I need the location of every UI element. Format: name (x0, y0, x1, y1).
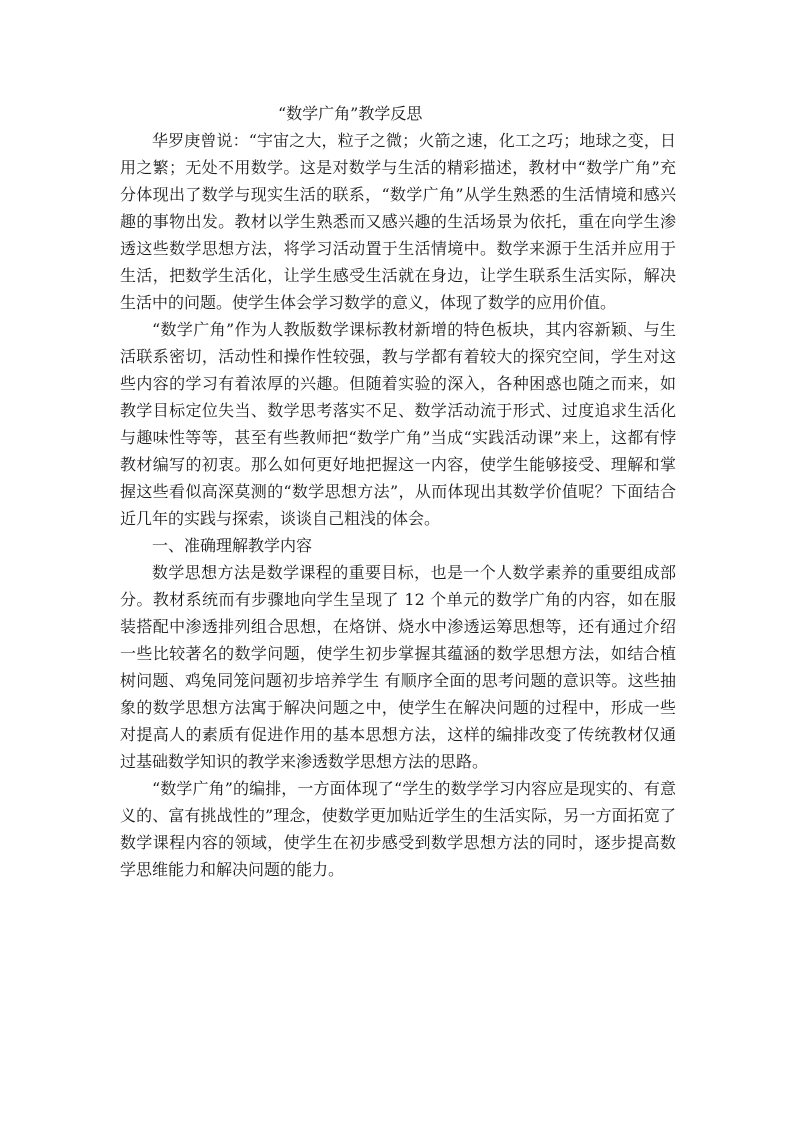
document-title: “数学广角”教学反思 (278, 104, 423, 123)
body-paragraph: 数学思想方法是数学课程的重要目标，也是一个人数学素养的重要组成部分。教材系统而有步骤地向学生呈现了 12 个单元的数学广角的内容，如在服装搭配中渗透排列组合思想，在烙饼、烧水中渗透运筹思想等，还有通过介绍一些比较著名的数学问题，使学生初步掌握其蕴涵的数学思想方法，如结合植树问题、鸡兔同笼问题初步培养学生 有顺序全面的思考问题的意识等。这些抽象的数学思想方法寓于解决问题之中，使学生在解决问题的过程中，形成一些对提高人的素质有促进作用的基本思想方法，这样的编排改变了传统教材仅通过基础数学知识的教学来渗透数学思想方法的思路。 (120, 563, 676, 771)
document-body (120, 100, 676, 883)
body-paragraph: “数学广角”作为人教版数学课标教材新增的特色板块，其内容新颖、与生活联系密切，活动性和操作性较强，教与学都有着较大的探究空间，学生对这些内容的学习有着浓厚的兴趣。但随着实验的深入，各种困惑也随之而来，如教学目标定位失当、数学思考落实不足、数学活动流于形式、过度追求生活化与趣味性等等，甚至有些教师把“数学广角”当成“实践活动课”来上，这都有悖教材编写的初衷。那么如何更好地把握这一内容，使学生能够接受、理解和掌握这些看似高深莫测的“数学思想方法”，从而体现出其数学价值呢？下面结合近几年的实践与探索，谈谈自己粗浅的体会。 (120, 320, 676, 528)
section-heading: 一、准确理解教学内容 (152, 536, 313, 555)
body-paragraph: “数学广角”的编排，一方面体现了“学生的数学学习内容应是现实的、有意义的、富有挑战性的”理念，使数学更加贴近学生的生活实际，另一方面拓宽了数学课程内容的领域，使学生在初步感受到数学思想方法的同时，逐步提高数学思维能力和解决问题的能力。 (120, 779, 676, 879)
body-paragraph: 华罗庚曾说：“宇宙之大，粒子之微；火箭之速，化工之巧；地球之变，日用之繁；无处不用数学。这是对数学与生活的精彩描述，教材中“数学广角”充分体现出了数学与现实生活的联系，“数学广角”从学生熟悉的生活情境和感兴趣的事物出发。教材以学生熟悉而又感兴趣的生活场景为依托，重在向学生渗透这些数学思想方法，将学习活动置于生活情境中。数学来源于生活并应用于生活，把数学生活化，让学生感受生活就在身边，让学生联系生活实际，解决生活中的问题。使学生体会学习数学的意义，体现了数学的应用价值。 (120, 131, 676, 312)
